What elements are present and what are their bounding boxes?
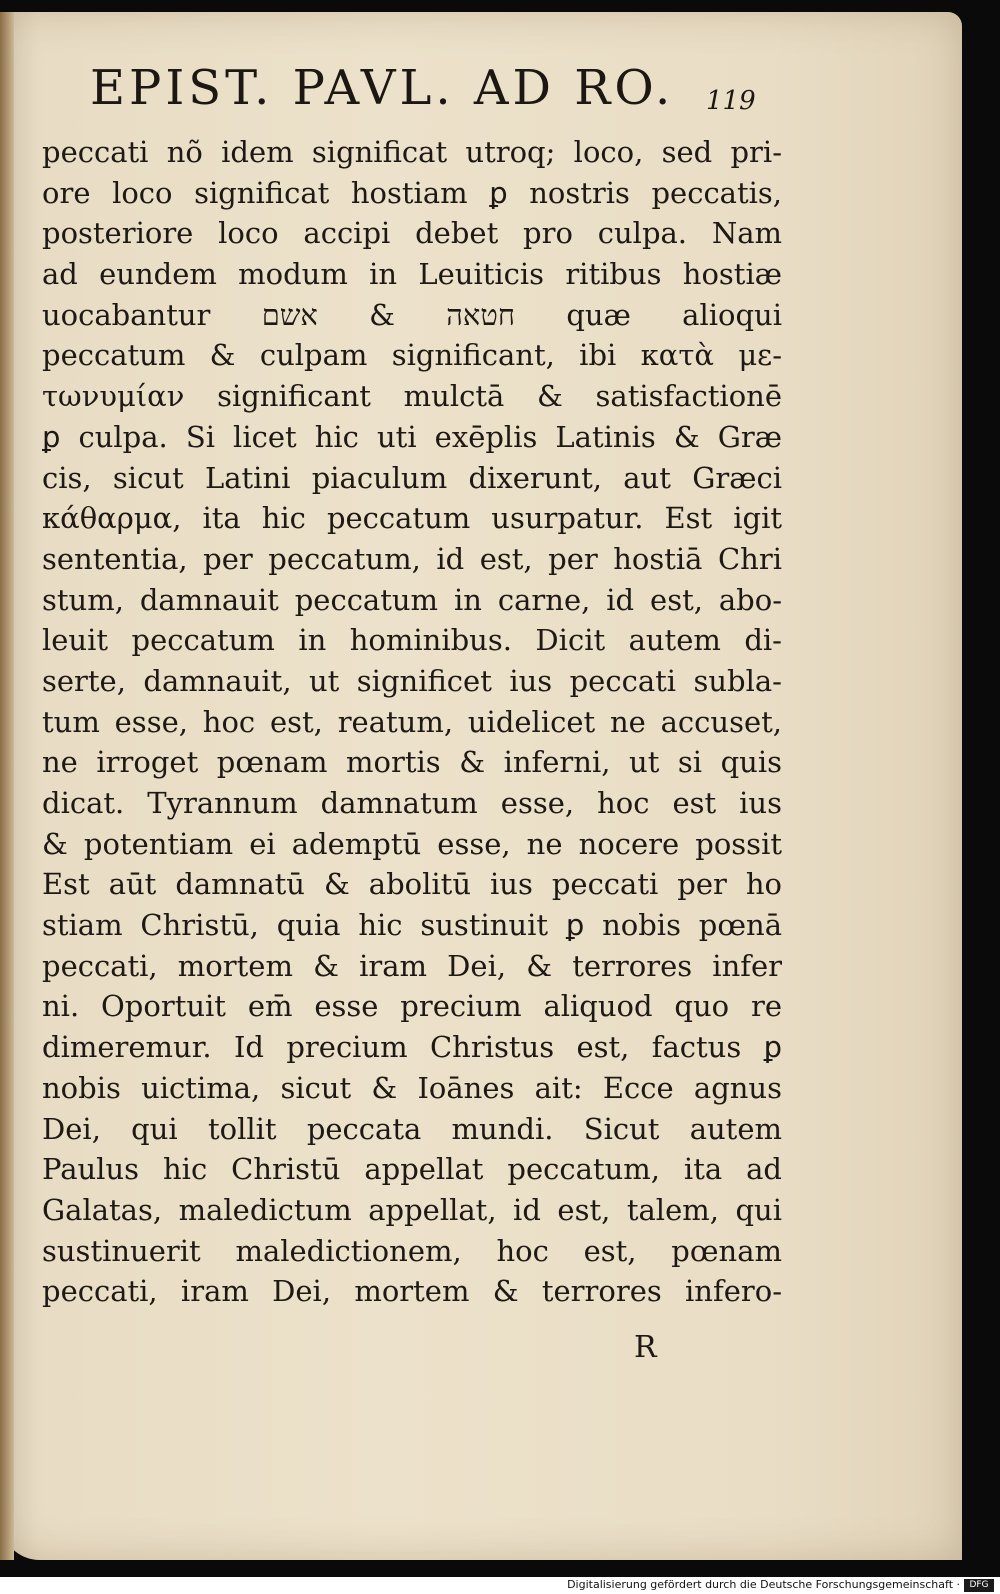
folio-number: 119	[706, 86, 756, 116]
signature-mark: R	[634, 1330, 657, 1365]
text-line: ni. Oportuit em̄ esse precium aliquod quo re	[42, 989, 782, 1024]
text-line: stiam Christū, quia hic sustinuit ꝑ nobis pœnā	[42, 908, 782, 943]
text-line: peccati, mortem & iram Dei, & terrores infer	[42, 948, 782, 983]
text-line: nobis uictima, sicut & Ioānes ait: Ecce agnus	[42, 1070, 782, 1105]
text-line: dimeremur. Id precium Christus est, factus ꝑ	[42, 1030, 782, 1065]
text-line: ꝑ culpa. Si licet hic uti exēplis Latinis & Græ	[42, 419, 782, 454]
text-line: cis, sicut Latini piaculum dixerunt, aut Græci	[42, 460, 782, 495]
dfg-logo: DFG	[964, 1579, 994, 1592]
text-line: serte, damnauit, ut significet ius peccati subla-	[42, 663, 782, 698]
text-line: ore loco significat hostiam ꝑ nostris peccatis,	[42, 175, 782, 210]
text-line: Galatas, maledictum appellat, id est, talem, qui	[42, 1192, 782, 1227]
text-line: sustinuerit maledictionem, hoc est, pœnam	[42, 1233, 782, 1268]
text-line: leuit peccatum in hominibus. Dicit autem di-	[42, 623, 782, 658]
text-line: dicat. Tyrannum damnatum esse, hoc est ius	[42, 786, 782, 820]
digitization-footer	[0, 1577, 1000, 1594]
text-line: posteriore loco accipi debet pro culpa. Nam	[42, 216, 782, 251]
running-head: EPIST. PAVL. AD RO.	[90, 60, 675, 116]
text-line: tum esse, hoc est, reatum, uidelicet ne accuset,	[42, 704, 782, 739]
text-line: peccati nõ idem significat utroq; loco, sed pri-	[42, 135, 782, 169]
text-line: ne irroget pœnam mortis & inferni, ut si quis	[42, 745, 782, 780]
text-line: τωνυμίαν significant mulctā & satisfactionē	[42, 379, 782, 414]
text-line: peccati, iram Dei, mortem & terrores infero-	[42, 1274, 782, 1309]
text-line: κάθαρμα, ita hic peccatum usurpatur. Est igit	[42, 501, 782, 536]
text-line: ad eundem modum in Leuiticis ritibus hostiæ	[42, 257, 782, 292]
body-text	[42, 132, 782, 1352]
text-line: & potentiam ei ademptū esse, ne nocere possit	[42, 826, 782, 861]
text-line: stum, damnauit peccatum in carne, id est, abo-	[42, 582, 782, 617]
text-line: Paulus hic Christū appellat peccatum, ita ad	[42, 1152, 782, 1187]
text-line: peccatum & culpam significant, ibi κατὰ με-	[42, 338, 782, 373]
text-line: sententia, per peccatum, id est, per hostiā Chri	[42, 541, 782, 576]
text-line: Dei, qui tollit peccata mundi. Sicut autem	[42, 1111, 782, 1146]
text-line: Est aūt damnatū & abolitū ius peccati per ho	[42, 867, 782, 902]
text-line: uocabantur חטאה & אשם quæ alioqui	[42, 297, 782, 332]
footer-credit: Digitalisierung gefördert durch die Deutsche Forschungsgemeinschaft ·	[567, 1578, 960, 1591]
page-gutter	[0, 12, 14, 1560]
